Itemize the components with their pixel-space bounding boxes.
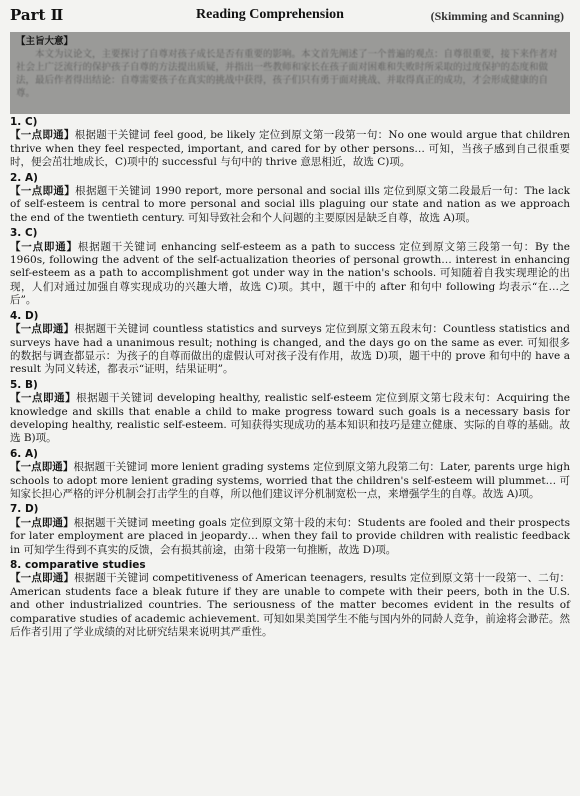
explanation-tag: 【一点即通】 [10, 572, 75, 585]
explanation-tag: 【一点即通】 [10, 185, 76, 198]
explanation-text: 根据题干关键词 countless statistics and surveys 定位到原文第五段末句：Countless statistics and surveys have had a unanimous result; nothing is changed, and the days go on the same as ever. 可知很多的数据与调查都显示：为孩子的自尊而做出的虚假认可对孩子没有作用，故选 D)项，题干中的 prove 和句中的 have a result 为同义转述，都表示“证明，结果证明”。 [10, 323, 571, 376]
answer-explanation [10, 241, 570, 308]
summary-box [10, 32, 570, 114]
answer-item [10, 310, 570, 377]
summary-heading: 【主旨大意】 [16, 36, 74, 47]
page-header [10, 4, 570, 30]
explanation-text: 根据题干关键词 developing healthy, realistic self-esteem 定位到原文第七段末句：Acquiring the knowledge and skills that enable a child to make progress toward such goals is a necessary basis for developing healthy, realistic self-esteem. 可知获得实现成功的基本知识和技巧是建立健康、实际的自尊的基础。故选 B)项。 [10, 392, 570, 445]
explanation-tag: 【一点即通】 [10, 461, 74, 474]
answer-number: 3. C) [10, 227, 38, 240]
explanation-tag: 【一点即通】 [10, 129, 75, 142]
answer-explanation [10, 129, 570, 169]
explanation-tag: 【一点即通】 [10, 323, 75, 336]
explanation-text: 根据题干关键词 competitiveness of American teenagers, results 定位到原文第十一段第一、二句：American students face a bleak future if they are unable to compete with their peers, both in the U.S. and other industrialized countries. The seriousness of the matter becomes evident in the results of comparative studies of academic achievement. 可知如果美国学生不能与国内外的同龄人竞争，前途将会渺茫。然后作者引用了学业成绩的对比研究结果来说明其严重性。 [10, 572, 570, 639]
part-label: Part Ⅱ [10, 6, 64, 24]
answer-number: 4. D) [10, 309, 39, 322]
answer-number: 1. C) [10, 116, 38, 128]
answer-item [10, 379, 570, 446]
explanation-text: 根据题干关键词 enhancing self-esteem as a path to success 定位到原文第三段第一句：By the 1960s, following the advent of the self-actualization theories of personal growth… interest in enhancing self-esteem as a path to accomplishment got under way in the nation's schools. 可知随着自我实现理论的出现，人们对通过加强自尊实现成功的兴趣大增，故选 C)项。其中，题干中的 after 和句中 following 均表示“在…之后”。 [10, 240, 570, 307]
answer-explanation [10, 461, 570, 501]
explanation-text: 根据题干关键词 meeting goals 定位到原文第十段的末句：Students are fooled and their prospects for later employment are placed in jeopardy… when they fail to provide children with realistic feedback in 可知学生得到不真实的反馈，会有损其前途，由第十段第一句推断，故选 D)项。 [10, 516, 571, 556]
answer-item [10, 503, 570, 557]
answer-number: 2. A) [10, 171, 38, 184]
explanation-text: 根据题干关键词 more lenient grading systems 定位到原文第九段第二句：Later, parents urge high schools to adopt more lenient grading systems, worried that the children's self-esteem will plummet… 可知家长担心严格的评分机制会打击学生的自尊，所以他们建议评分机制宽松一点，来增强学生的自尊。故选 A)项。 [10, 461, 570, 500]
answer-item [10, 172, 570, 226]
section-tag: (Skimming and Scanning) [430, 9, 564, 23]
answer-list [10, 116, 570, 639]
explanation-text: 根据题干关键词 feel good, be likely 定位到原文第一段第一句：No one would argue that children thrive when they feel respected, important, and cared for by other persons… 可知，当孩子感到自己很重要时，便会茁壮地成长，C)项中的 successful 与句中的 thrive 意思相近，故选 C)项。 [10, 129, 571, 169]
answer-number: 8. comparative studies [10, 559, 146, 571]
summary-text: 本文为议论文，主要探讨了自尊对孩子成长是否有重要的影响。本文首先阐述了一个普遍的观点：自尊很重要，接下来作者对社会上广泛流行的保护孩子自尊的方法提出质疑，并指出一些教师和家长在孩子面对困难和失败时所采取的过度保护的态度和做法，最后作者得出结论：自尊需要孩子在真实的挑战中获得，孩子们只有勇于面对挑战、并取得真正的成功，才会形成健康的自尊。 [16, 49, 558, 99]
answer-explanation [10, 517, 570, 557]
answer-explanation [10, 323, 570, 377]
answer-number: 7. D) [10, 503, 39, 516]
explanation-tag: 【一点即通】 [10, 240, 78, 253]
answer-item [10, 116, 570, 170]
explanation-text: 根据题干关键词 1990 report, more personal and social ills 定位到原文第二段最后一句：The lack of self-esteem is central to more personal and social ills plaguing our state and nation as we approach the end of the twentieth century. 可知导致社会和个人问题的主要原因是缺乏自尊，故选 A)项。 [10, 185, 570, 224]
answer-explanation [10, 392, 570, 446]
answer-number: 5. B) [10, 378, 38, 391]
answer-number: 6. A) [10, 447, 38, 460]
answer-item [10, 227, 570, 307]
answer-explanation [10, 572, 570, 639]
explanation-tag: 【一点即通】 [10, 516, 74, 529]
answer-item [10, 559, 570, 639]
explanation-tag: 【一点即通】 [10, 392, 77, 405]
answer-explanation [10, 185, 570, 225]
section-title: Reading Comprehension [196, 7, 344, 22]
answer-item [10, 448, 570, 502]
